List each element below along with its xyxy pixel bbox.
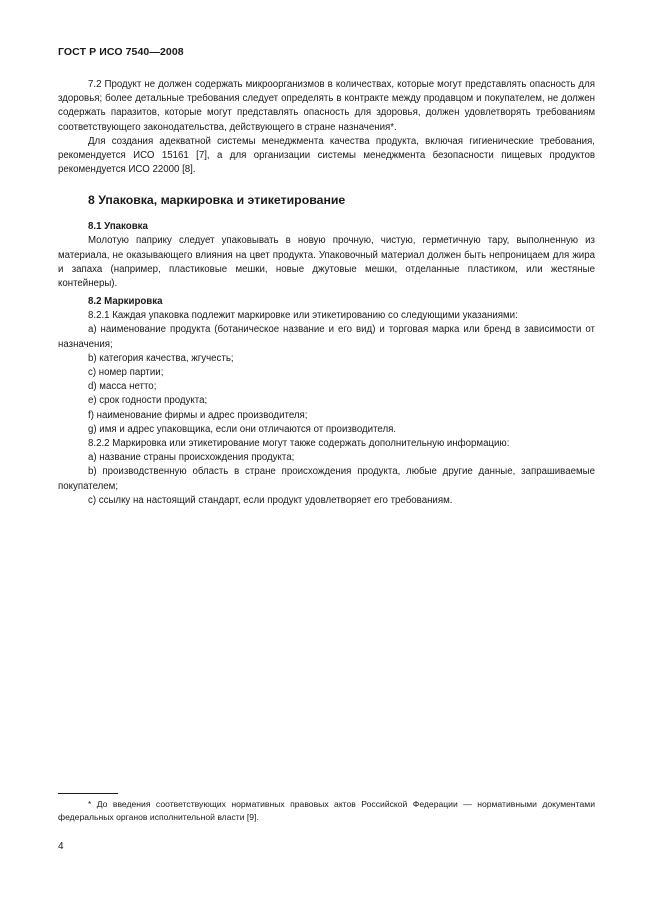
paragraph-7-2: 7.2 Продукт не должен содержать микроорганизмов в количествах, которые могут представлять опасность для здоровья; более детальные требования следует определять в контракте между продавцом и покупателем, не должен содержать паразитов, которые могут представлять опасность для здоровья, должен удовлетворять требованиям соответствующего законодательства, действующего в стране назначения*. [58, 79, 595, 133]
list-item: d) масса нетто; [88, 381, 157, 393]
paragraph-quality-management: Для создания адекватной системы менеджмента качества продукта, включая гигиенические требования, рекомендуется ИСО 15161 [7], а для организации системы менеджмента безопасности пищевых продуктов рекомендуется ИСО 22000 [8]. [58, 135, 595, 176]
list-item: c) номер партии; [88, 367, 164, 379]
subsection-8-2-heading: 8.2 Маркировка [88, 296, 163, 308]
list-item: c) ссылку на настоящий стандарт, если продукт удовлетворяет его требованиям. [88, 494, 453, 506]
section-8-heading: 8 Упаковка, маркировка и этикетирование [88, 193, 346, 208]
subsection-8-2-1-intro: 8.2.1 Каждая упаковка подлежит маркировке или этикетированию со следующими указаниями: [88, 310, 518, 322]
footnote: * До введения соответствующих нормативных правовых актов Российской Федерации — нормативными документами федеральных органов исполнительной власти [9]. [58, 799, 595, 822]
page-number: 4 [58, 841, 64, 852]
document-header: ГОСТ Р ИСО 7540—2008 [58, 46, 184, 58]
footnote-divider [58, 793, 118, 794]
page-content [58, 78, 595, 508]
list-item: b) категория качества, жгучесть; [88, 352, 234, 364]
list-item: b) производственную область в стране происхождения продукта, любые другие данные, запрашиваемые покупателем; [58, 466, 595, 492]
subsection-8-2-2-intro: 8.2.2 Маркировка или этикетирование могут также содержать дополнительную информацию: [88, 438, 510, 450]
list-item: e) срок годности продукта; [88, 395, 208, 407]
list-item: g) имя и адрес упаковщика, если они отличаются от производителя. [88, 423, 397, 435]
subsection-8-1-text: Молотую паприку следует упаковывать в новую прочную, чистую, герметичную тару, выполненную из материала, не оказывающего влияния на цвет продукта. Упаковочный материал должен быть непроницаем для жира и запаха (например, пластиковые мешки, новые джутовые мешки, отделанные пластиком, или жестяные контейнеры). [58, 235, 595, 290]
subsection-8-1-heading: 8.1 Упаковка [88, 221, 148, 233]
list-item: a) название страны происхождения продукта; [88, 452, 295, 464]
list-item: a) наименование продукта (ботаническое название и его вид) и торговая марка или бренд в зависимости от назначения; [58, 324, 595, 350]
list-item: f) наименование фирмы и адрес производителя; [88, 409, 308, 421]
